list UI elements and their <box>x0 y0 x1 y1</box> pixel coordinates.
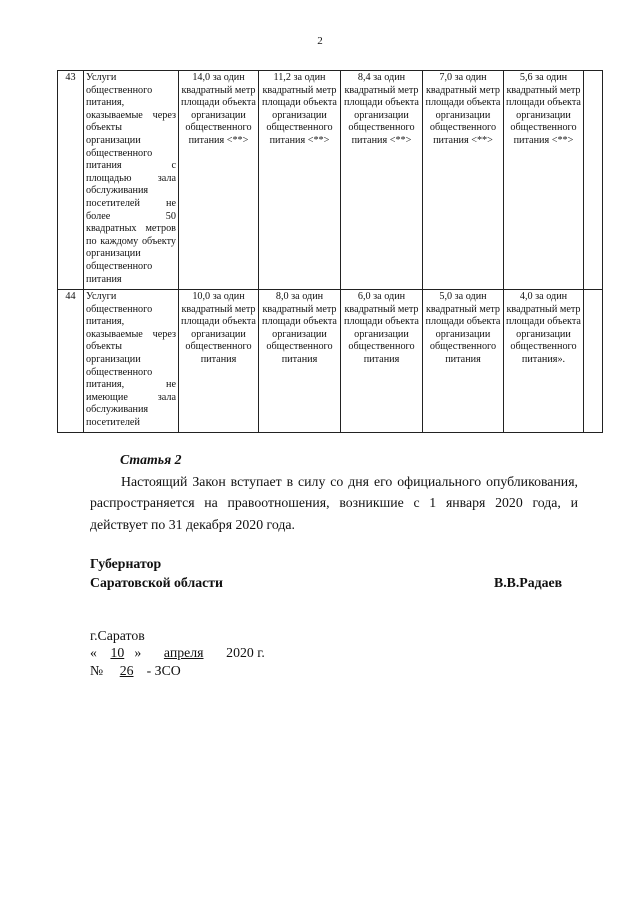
rate-cell: 7,0 за один квадратный метр площади объекта организации общественного питания <**> <box>423 71 504 290</box>
row-number: 43 <box>58 71 84 290</box>
page-number: 2 <box>317 35 323 47</box>
signatory-name: В.В.Радаев <box>494 575 563 590</box>
empty-cell <box>584 290 603 433</box>
date-day: 10 <box>110 645 125 660</box>
rate-cell: 5,0 за один квадратный метр площади объекта организации общественного питания <box>423 290 504 433</box>
rate-cell: 4,0 за один квадратный метр площади объекта организации общественного питания». <box>504 290 584 433</box>
rate-cell: 11,2 за один квадратный метр площади объекта организации общественного питания <**> <box>259 71 341 290</box>
date-month: апреля <box>163 645 204 660</box>
signing-date <box>90 645 265 661</box>
service-description: Услуги общественного питания, оказываемые через объекты организации общественного питания с площадью зала обслуживания посетителей не более 50 квадратных метров по каждому объекту организации общественного питания <box>84 71 179 290</box>
rate-cell: 8,4 за один квадратный метр площади объекта организации общественного питания <**> <box>341 71 423 290</box>
city: г.Саратов <box>90 628 145 643</box>
table-row <box>58 290 603 433</box>
signatory-title: Губернатор <box>90 556 162 571</box>
rate-cell: 6,0 за один квадратный метр площади объекта организации общественного питания <box>341 290 423 433</box>
rate-cell: 8,0 за один квадратный метр площади объекта организации общественного питания <box>259 290 341 433</box>
date-close-quote: » <box>134 645 142 660</box>
number-suffix: - ЗСО <box>146 663 181 678</box>
article-text: Настоящий Закон вступает в силу со дня его официального опубликования, распространяется на правоотношения, возникшие с 1 января 2020 года, и действует по 31 декабря 2020 года. <box>90 474 578 532</box>
number-value: 26 <box>119 663 134 678</box>
rate-cell: 5,6 за один квадратный метр площади объекта организации общественного питания <**> <box>504 71 584 290</box>
service-description: Услуги общественного питания, оказываемые через объекты организации общественного питания, не имеющие зала обслуживания посетителей <box>84 290 179 433</box>
number-prefix: № <box>90 663 104 678</box>
row-number: 44 <box>58 290 84 433</box>
rate-cell: 14,0 за один квадратный метр площади объекта организации общественного питания <**> <box>179 71 259 290</box>
date-open-quote: « <box>90 645 97 660</box>
article-title: Статья 2 <box>120 452 182 467</box>
table-row <box>58 71 603 290</box>
law-number <box>90 663 181 679</box>
tariff-table <box>57 70 603 433</box>
date-year: 2020 г. <box>226 645 265 660</box>
empty-cell <box>584 71 603 290</box>
signatory-region: Саратовской области <box>90 575 223 590</box>
rate-cell: 10,0 за один квадратный метр площади объекта организации общественного питания <box>179 290 259 433</box>
